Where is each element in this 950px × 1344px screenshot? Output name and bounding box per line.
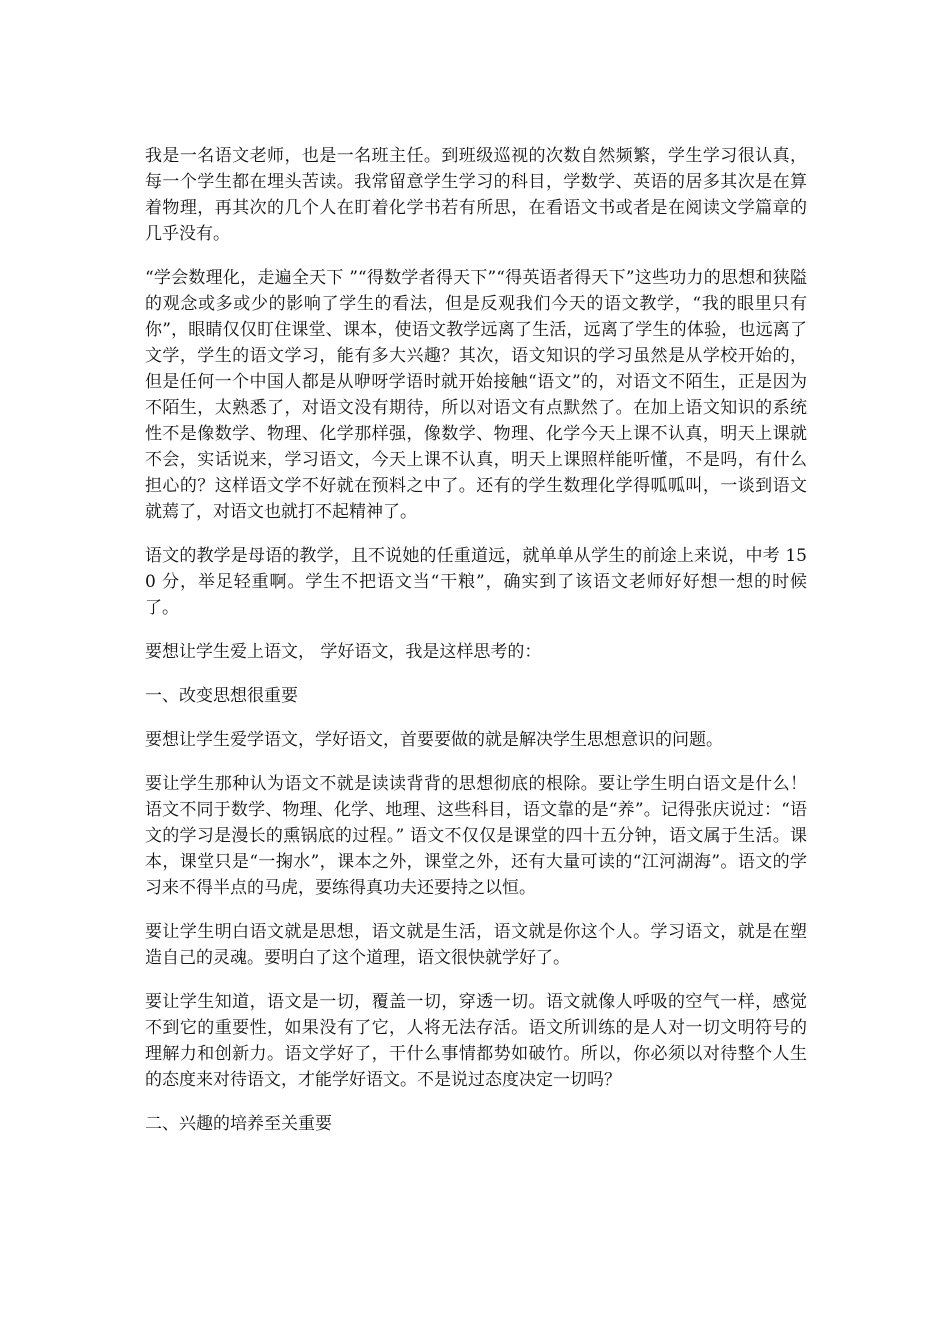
paragraph-chinese-is-life: 要让学生明白语文就是思想，语文就是生活，语文就是你这个人。学习语文，就是在塑造自己的灵魂。要明白了这个道理，语文很快就学好了。	[145, 922, 807, 968]
paragraph-chinese-is-everything: 要让学生知道，语文是一切，覆盖一切，穿透一切。语文就像人呼吸的空气一样，感觉不到它的重要性，如果没有了它，人将无法存活。语文所训练的是人对一切文明符号的理解力和创新力。语文学好了，干什么事情都势如破竹。所以，你必须以对待整个人生的态度来对待语文，才能学好语文。不是说过态度决定一切吗？	[145, 992, 807, 1090]
section-heading-1: 一、改变思想很重要	[145, 686, 298, 706]
paragraph-analysis: “学会数理化，走遍全天下 ”“得数学者得天下”“得英语者得天下”这些功力的思想和狭隘的观念或多或少的影响了学生的看法，但是反观我们今天的语文教学，“我的眼里只有你”，眼睛仅仅盯住课堂、课本，使语文教学远离了生活，远离了学生的体验，也远离了文学，学生的语文学习，能有多大兴趣？其次，语文知识的学习虽然是从学校开始的，但是任何一个中国人都是从咿呀学语时就开始接触“语文”的，对语文不陌生，正是因为不陌生，太熟悉了，对语文没有期待，所以对语文有点默然了。在加上语文知识的系统性不是像数学、物理、化学那样强，像数学、物理、化学今天上课不认真，明天上课就不会，实话说来，学习语文，今天上课不认真，明天上课照样能听懂，不是吗，有什么担心的？这样语文学不好就在预料之中了。还有的学生数理化学得呱呱叫，一谈到语文就蔫了，对语文也就打不起精神了。	[145, 268, 807, 522]
paragraph-thinking: 要想让学生爱上语文， 学好语文，我是这样思考的：	[145, 642, 542, 662]
document-body	[145, 143, 807, 1155]
paragraph-ideology: 要想让学生爱学语文，学好语文，首要要做的就是解决学生思想意识的问题。	[145, 730, 723, 750]
paragraph-mother-tongue: 语文的教学是母语的教学，且不说她的任重道远，就单单从学生的前途上来说，中考 150 分，举足轻重啊。学生不把语文当“干粮”，确实到了该语文老师好好想一想的时候了。	[145, 546, 807, 618]
paragraph-intro: 我是一名语文老师，也是一名班主任。到班级巡视的次数自然频繁，学生学习很认真，每一个学生都在埋头苦读。我常留意学生学习的科目，学数学、英语的居多其次是在算着物理，再其次的几个人在盯着化学书若有所思，在看语文书或者是在阅读文学篇章的几乎没有。	[145, 146, 807, 244]
section-heading-2: 二、兴趣的培养至关重要	[145, 1114, 332, 1134]
paragraph-what-is-chinese: 要让学生那种认为语文不就是读读背背的思想彻底的根除。要让学生明白语文是什么！语文不同于数学、物理、化学、地理、这些科目，语文靠的是“养”。记得张庆说过：“语文的学习是漫长的熏锅底的过程。” 语文不仅仅是课堂的四十五分钟，语文属于生活。课本，课堂只是“一掬水”，课本之外，课堂之外，还有大量可读的“江河湖海”。语文的学习来不得半点的马虎，要练得真功夫还要持之以恒。	[145, 774, 807, 898]
